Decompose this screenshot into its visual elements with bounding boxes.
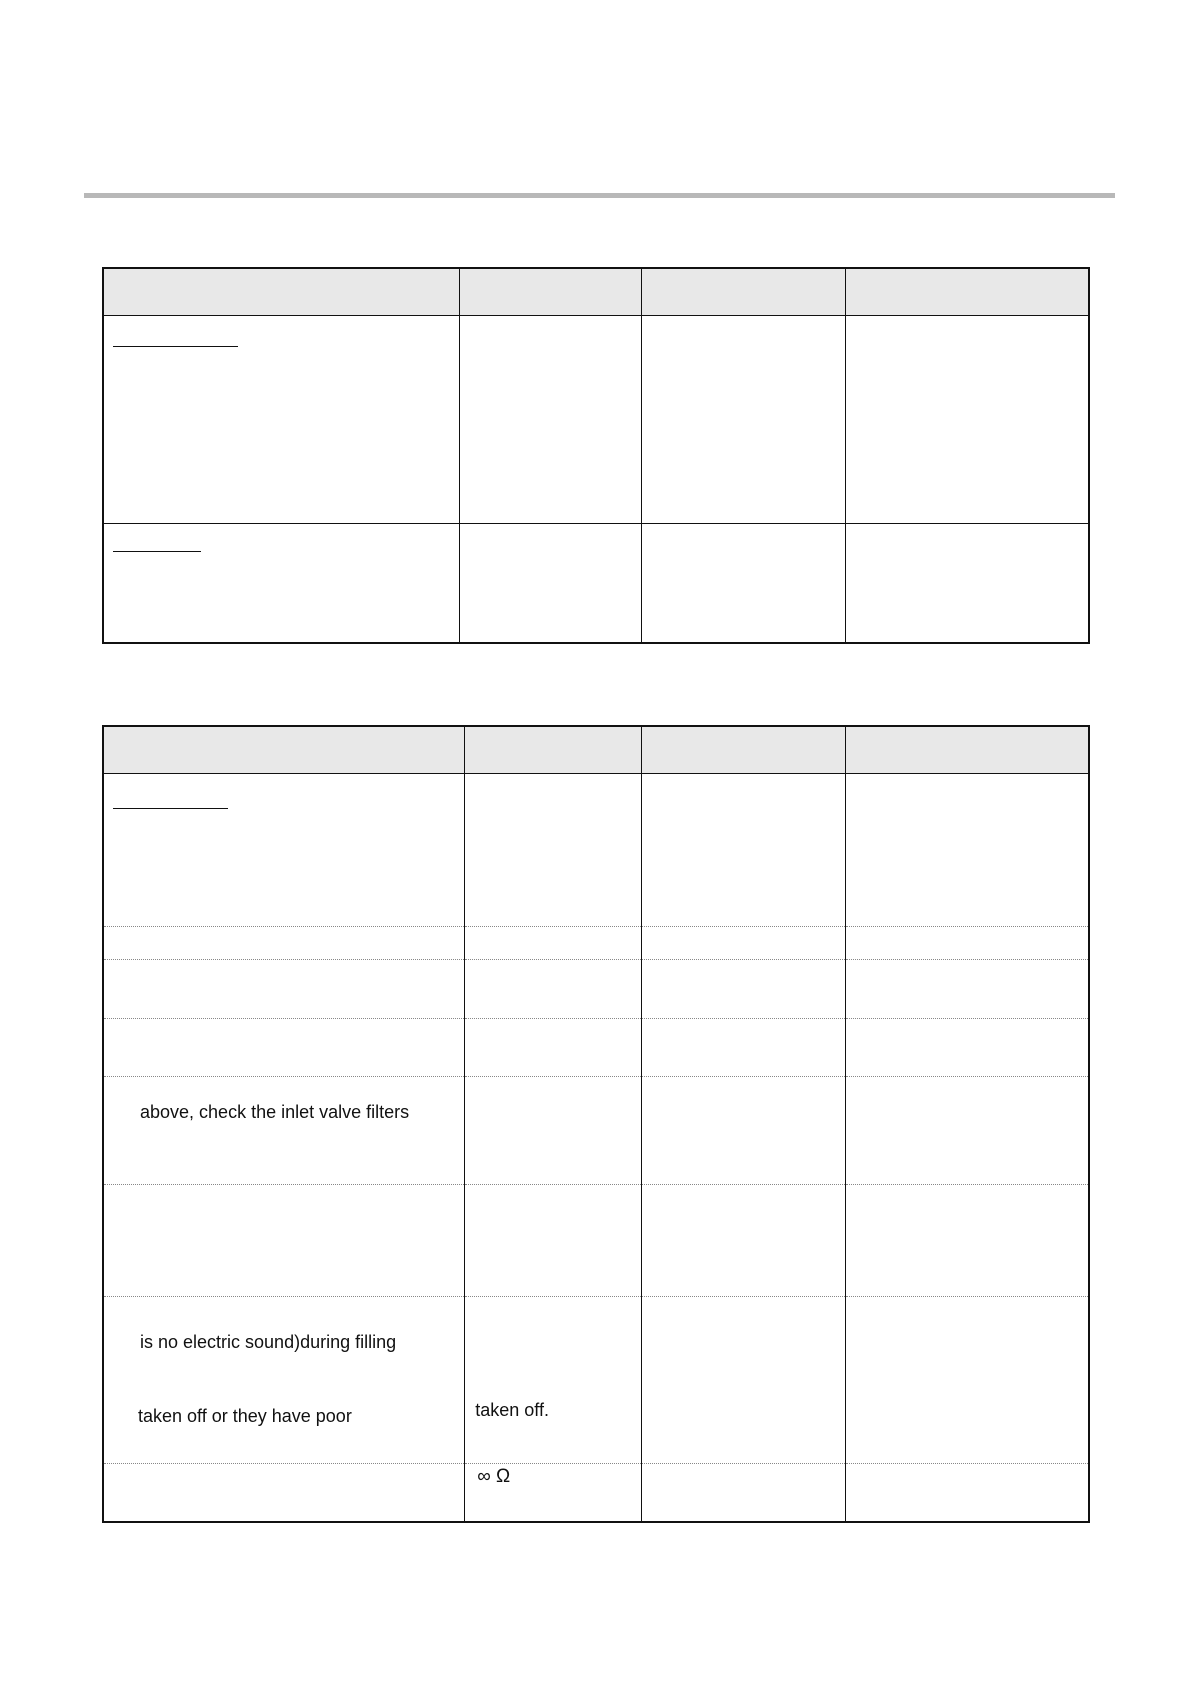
- table-lower: [102, 725, 1090, 1523]
- header-cell: [641, 268, 845, 315]
- table-row: [103, 1184, 1089, 1296]
- table-cell: [845, 1076, 1089, 1184]
- table-header-row: [103, 268, 1089, 315]
- table-cell: [641, 1076, 845, 1184]
- table-cell: [845, 1184, 1089, 1296]
- table-cell: [465, 1018, 641, 1076]
- table-cell: [103, 1076, 465, 1184]
- heading-underline: [113, 808, 228, 809]
- table-row: [103, 959, 1089, 1018]
- table-cell: [103, 523, 460, 643]
- electric-sound-text: is no electric sound)during filling: [140, 1331, 397, 1352]
- table-row: [103, 1076, 1089, 1184]
- taken-off-text: taken off.: [475, 1399, 549, 1420]
- table-cell: [845, 315, 1089, 523]
- header-cell: [641, 726, 845, 773]
- table-cell: [641, 926, 845, 959]
- table-cell: [465, 1296, 641, 1463]
- table-row: [103, 1018, 1089, 1076]
- table-cell: [103, 1018, 465, 1076]
- header-cell: [465, 726, 641, 773]
- table-cell: [465, 959, 641, 1018]
- heading-underline: [113, 551, 201, 552]
- table-cell: [641, 773, 845, 926]
- table-cell: [465, 1463, 641, 1522]
- header-rule: [84, 193, 1115, 198]
- table-cell: [465, 926, 641, 959]
- table-upper: [102, 267, 1090, 644]
- table-cell: [103, 315, 460, 523]
- table-cell: [103, 1296, 465, 1463]
- table-cell: [103, 1184, 465, 1296]
- header-cell: [845, 268, 1089, 315]
- table-cell: [103, 773, 465, 926]
- table-cell: [460, 315, 641, 523]
- table-cell: [845, 1018, 1089, 1076]
- table-row: [103, 1463, 1089, 1522]
- table-row: [103, 523, 1089, 643]
- heading-underline: [113, 346, 238, 347]
- table-row: [103, 1296, 1089, 1463]
- inlet-valve-filters-text: above, check the inlet valve filters: [140, 1101, 410, 1122]
- table-header-row: [103, 726, 1089, 773]
- table-cell: [465, 1184, 641, 1296]
- table-cell: [465, 773, 641, 926]
- table-cell: [641, 959, 845, 1018]
- table-cell: [103, 959, 465, 1018]
- header-cell: [103, 268, 460, 315]
- table-cell: [465, 1076, 641, 1184]
- header-cell: [103, 726, 465, 773]
- table-cell: [641, 1184, 845, 1296]
- table-cell: [845, 926, 1089, 959]
- table-cell: [845, 523, 1089, 643]
- table-row: [103, 315, 1089, 523]
- table-cell: [460, 523, 641, 643]
- taken-off-poor-text: taken off or they have poor: [138, 1405, 352, 1426]
- header-cell: [845, 726, 1089, 773]
- table-row: [103, 926, 1089, 959]
- table-cell: [641, 1463, 845, 1522]
- table-cell: [641, 523, 845, 643]
- table-row: [103, 773, 1089, 926]
- table-cell: [641, 315, 845, 523]
- infinity-ohm-text: ∞ Ω: [477, 1465, 511, 1487]
- table-cell: [103, 1463, 465, 1522]
- table-cell: [641, 1296, 845, 1463]
- table-cell: [641, 1018, 845, 1076]
- table-cell: [845, 1296, 1089, 1463]
- table-cell: [845, 773, 1089, 926]
- table-cell: [103, 926, 465, 959]
- header-cell: [460, 268, 641, 315]
- table-cell: [845, 1463, 1089, 1522]
- table-cell: [845, 959, 1089, 1018]
